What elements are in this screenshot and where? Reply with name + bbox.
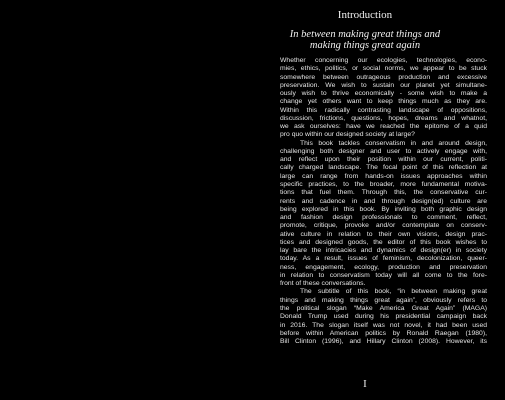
- text-line: Bill Clinton (1996), and Hillary Clinton (2008). However, its: [280, 338, 487, 346]
- page-number: I: [363, 378, 367, 390]
- paragraph: [280, 57, 487, 140]
- text-line: in 2016. The slogan itself was not novel, it had been used: [280, 321, 487, 329]
- text-line: cally charged landscape. The focal point of this reflection at: [280, 164, 487, 172]
- text-line: preservation. We wish to sustain our planet yet simultane-: [280, 81, 487, 89]
- text-line: tices and designed goods, the editor of this book wishes to: [280, 238, 487, 246]
- body-text: [280, 57, 487, 346]
- text-line: large can range from hands-on issues approaches within: [280, 172, 487, 180]
- text-line: specific practices, to the broader, more fundamental motiva-: [280, 180, 487, 188]
- text-line: in relation to conservatism today will all come to the fore-: [280, 271, 487, 279]
- text-line: mies, ethics, politics, or social norms, we appear to be stuck: [280, 65, 487, 73]
- text-line: Donald Trump used during his presidential campaign back: [280, 313, 487, 321]
- book-page: [280, 0, 490, 400]
- text-line: discussion, frictions, questions, hopes, dreams and whatnot,: [280, 114, 487, 122]
- chapter-title-line-2: making things great again: [309, 40, 421, 51]
- text-line: and reflect upon their position within our current, politi-: [280, 156, 487, 164]
- text-line: before within American politics by Ronald Raegan (1980),: [280, 329, 487, 337]
- text-line: front of these conversations.: [280, 280, 366, 288]
- chapter-title: [280, 29, 450, 51]
- text-line: promote, critique, provoke and/or contemplate on conserv-: [280, 222, 487, 230]
- text-line: and fashion design professionals to comment, reflect,: [280, 214, 487, 222]
- text-line: things and making things great again”, obviously refers to: [280, 296, 487, 304]
- text-line: being explored in this book. By inviting both graphic design: [280, 205, 487, 213]
- text-line: The subtitle of this book, “in between making great: [300, 288, 487, 296]
- text-line: lay bare the intricacies and dynamics of design(er) in society: [280, 247, 487, 255]
- paragraph: [280, 288, 487, 346]
- text-line: ative culture in relation to their own visions, design prac-: [280, 230, 487, 238]
- running-head: Introduction: [337, 9, 393, 21]
- text-line: pro quo within our designed society at large?: [280, 131, 415, 139]
- text-line: challenging both designer and user to actively engage with,: [280, 147, 487, 155]
- text-line: This book tackles conservatism in and around design,: [300, 139, 487, 147]
- text-line: tions that fuel them. Through this, the conservative cur-: [280, 189, 487, 197]
- chapter-title-line-1: In between making great things and: [289, 29, 441, 40]
- text-line: the political slogan “Make America Great Again” (MAGA): [280, 304, 487, 312]
- text-line: Whether concerning our ecologies, technologies, econo-: [280, 57, 487, 64]
- text-line: ness, engagement, ecology, production and preservation: [280, 263, 487, 271]
- paragraph: [280, 140, 487, 289]
- text-line: rents and cadence in and through design(ed) culture are: [280, 197, 487, 205]
- text-line: change yet others want to keep things much as they are.: [280, 98, 487, 106]
- text-line: somewhere between outrageous production and excessive: [280, 73, 487, 81]
- text-line: we ask ourselves: have we reached the epitome of a quid: [280, 123, 487, 131]
- text-line: Within this radically contrasting landscape of oppositions,: [280, 106, 487, 114]
- text-line: today. As a result, issues of feminism, decolonization, queer-: [280, 255, 487, 263]
- text-line: ously wish to thrive economically - some wish to make a: [280, 90, 487, 98]
